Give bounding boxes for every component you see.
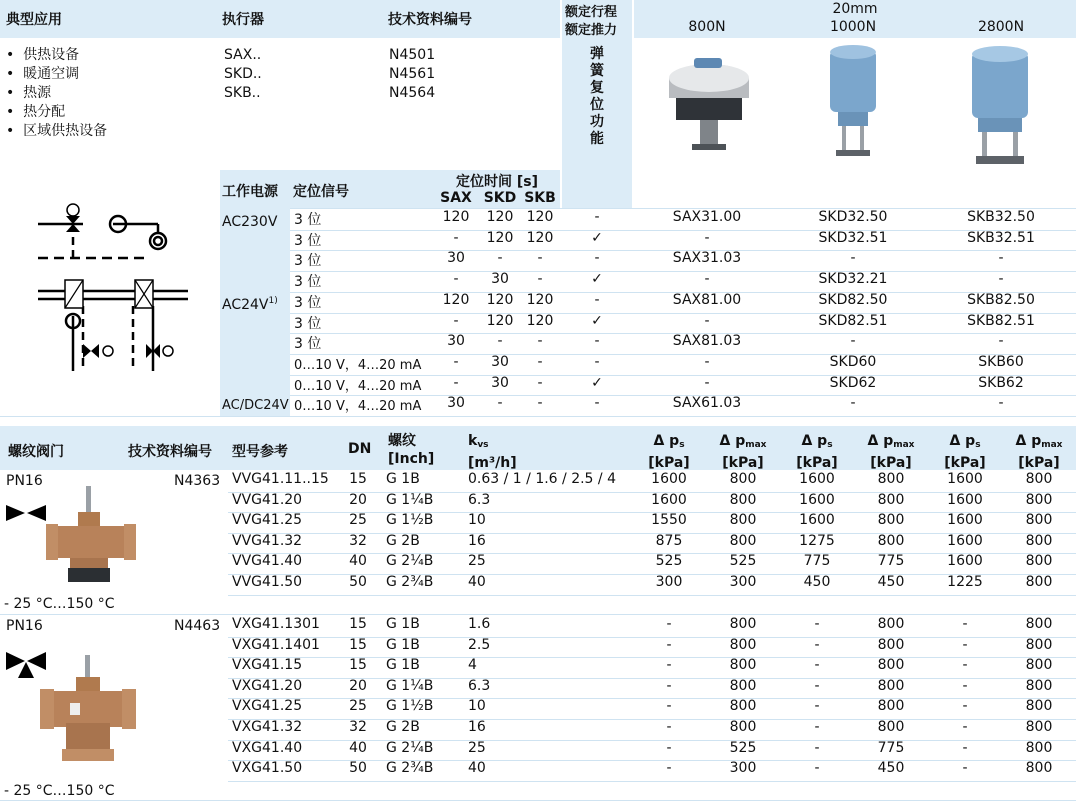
table-cell-pressure: 300 <box>729 760 757 777</box>
table-cell-model-2800: SKB82.50 <box>967 291 1035 308</box>
table-cell-dn: 15 <box>349 636 367 653</box>
table-cell-model-1000: - <box>850 250 856 267</box>
table-cell-model-800: - <box>704 271 710 288</box>
table-cell-skd-time: 120 <box>486 312 514 329</box>
table-cell-pressure: 1225 <box>947 574 983 590</box>
dp-column-header: Δ $p_s$ [kPa] <box>944 433 986 471</box>
table-cell-sax-time: 30 <box>447 395 465 412</box>
power-group-ac230: AC230V <box>222 214 278 230</box>
table-cell-kvs: 2.5 <box>468 636 491 653</box>
table-cell-pressure: 800 <box>729 491 757 508</box>
two-way-valve-image <box>46 486 136 586</box>
model-header: 型号参考 <box>232 444 288 460</box>
table-cell-model-2800: SKB62 <box>978 374 1024 391</box>
table-cell-sax-time: - <box>453 374 459 391</box>
table-cell-signal: 0…10 V，4…20 mA <box>294 357 422 373</box>
table-cell-model-2800: SKB82.51 <box>967 312 1035 329</box>
table-cell-pressure: 775 <box>877 739 905 756</box>
table-cell-pressure: 450 <box>877 760 905 777</box>
table-cell-pressure: 1600 <box>947 553 983 570</box>
list-item: • 供热设备 <box>6 47 80 63</box>
application-list <box>6 46 107 141</box>
table-cell-kvs: 1.6 <box>468 616 491 632</box>
table-cell-pressure: 800 <box>1025 512 1053 529</box>
table-cell-sax-time: - <box>453 229 459 246</box>
table-cell-pressure: 800 <box>877 491 905 508</box>
table-cell-spring-return: - <box>594 209 600 225</box>
col-actuator-header: 执行器 <box>222 12 264 28</box>
table-row-divider <box>290 208 1076 209</box>
table-cell-pressure: 875 <box>655 532 683 549</box>
table-cell-pressure: 1550 <box>651 512 687 529</box>
table-cell-pressure: 1600 <box>651 471 687 487</box>
table-cell-model-800: - <box>704 374 710 391</box>
table-cell-pressure: 1600 <box>947 532 983 549</box>
table-cell-model-800: - <box>704 312 710 329</box>
table-cell-model: VVG41.32 <box>232 532 303 549</box>
table-cell-model-1000: SKD32.21 <box>818 271 888 288</box>
table-cell-sax-time: - <box>453 271 459 288</box>
table-cell-pressure: 300 <box>655 574 683 590</box>
table-cell-pressure: 525 <box>729 553 757 570</box>
table-cell-sax-time: 30 <box>447 250 465 267</box>
table-cell-model: VXG41.32 <box>232 719 303 735</box>
list-item: • 热源 <box>6 85 52 101</box>
table-cell-signal: 3 位 <box>294 315 322 332</box>
table-cell-pressure: 800 <box>877 677 905 694</box>
thread-header: 螺纹 [Inch] <box>388 433 435 467</box>
table-cell-sax-time: - <box>453 353 459 370</box>
table-cell-pressure: 800 <box>729 677 757 694</box>
table-cell-pressure: - <box>962 677 968 694</box>
table-cell-pressure: - <box>666 616 672 632</box>
two-way-valve-symbol <box>6 503 46 523</box>
table-row-divider <box>228 595 1076 596</box>
table-cell-dn: 15 <box>349 471 367 487</box>
table-cell-model: VVG41.25 <box>232 512 303 529</box>
rated-force-label: 额定推力 <box>565 23 618 38</box>
table-cell-model-800: SAX81.00 <box>672 291 742 308</box>
table-cell-model-2800: SKB60 <box>978 353 1024 370</box>
table-cell-pressure: 800 <box>729 512 757 529</box>
table-cell-kvs: 25 <box>468 553 486 570</box>
table-cell-pressure: 800 <box>729 616 757 632</box>
table-cell-pressure: 800 <box>729 719 757 735</box>
valve-group-1-pn: PN16 <box>6 473 43 489</box>
table-cell-dn: 15 <box>349 616 367 632</box>
table-cell-thread: G 1B <box>386 657 420 674</box>
actuator-list: SAX.. SKD.. SKB.. <box>224 47 262 101</box>
valve-group-1-temp: - 25 °C…150 °C <box>4 596 115 612</box>
table-cell-pressure: 800 <box>1025 739 1053 756</box>
table-cell-pressure: 525 <box>729 739 757 756</box>
table-cell-pressure: - <box>962 739 968 756</box>
table-cell-spring-return: ✓ <box>591 374 603 391</box>
table-cell-pressure: - <box>814 657 820 674</box>
table-cell-dn: 20 <box>349 491 367 508</box>
signal-header: 定位信号 <box>293 184 349 200</box>
table-cell-model: VVG41.50 <box>232 574 303 590</box>
table-cell-skb-time: - <box>537 353 543 370</box>
skd-time-header: SKD <box>483 190 517 206</box>
table-cell-model-1000: SKD82.51 <box>818 312 888 329</box>
table-cell-pressure: - <box>666 698 672 715</box>
table-cell-pressure: - <box>814 677 820 694</box>
top-header-band <box>0 0 560 38</box>
col-application-header: 典型应用 <box>6 12 62 28</box>
table-cell-model-1000: SKD82.50 <box>818 291 888 308</box>
table-cell-model: VXG41.1301 <box>232 616 320 632</box>
table-cell-thread: G 2¼B <box>386 553 434 570</box>
table-cell-skd-time: - <box>497 250 503 267</box>
table-cell-pressure: 800 <box>1025 719 1053 735</box>
table-row-divider <box>228 781 1076 782</box>
table-cell-signal: 3 位 <box>294 336 322 353</box>
table-cell-skd-time: 120 <box>486 209 514 225</box>
table-cell-model-2800: SKB32.51 <box>967 229 1035 246</box>
table-cell-pressure: 800 <box>877 532 905 549</box>
table-cell-thread: G 1B <box>386 636 420 653</box>
table-cell-pressure: 1600 <box>799 512 835 529</box>
table-cell-kvs: 40 <box>468 574 486 590</box>
table-cell-model: VXG41.40 <box>232 739 303 756</box>
table-cell-dn: 50 <box>349 574 367 590</box>
skb-actuator-image <box>960 38 1040 168</box>
table-cell-dn: 15 <box>349 657 367 674</box>
table-cell-dn: 32 <box>349 719 367 735</box>
dp-column-header: Δ $p_{max}$ [kPa] <box>719 433 767 471</box>
table-cell-signal: 3 位 <box>294 294 322 311</box>
table-cell-pressure: - <box>814 698 820 715</box>
table-section-divider <box>0 416 1076 417</box>
table-cell-thread: G 1B <box>386 471 420 487</box>
table-cell-model-2800: - <box>998 395 1004 412</box>
table-cell-spring-return: - <box>594 353 600 370</box>
table-cell-pressure: 800 <box>877 636 905 653</box>
table-cell-pressure: 1600 <box>799 471 835 487</box>
table-cell-pressure: - <box>814 760 820 777</box>
table-cell-pressure: 800 <box>877 719 905 735</box>
force-800: 800N <box>688 19 726 35</box>
table-cell-spring-return: ✓ <box>591 229 603 246</box>
table-cell-pressure: 1600 <box>799 491 835 508</box>
table-cell-pressure: 800 <box>1025 532 1053 549</box>
table-cell-dn: 20 <box>349 677 367 694</box>
table-cell-pressure: 1600 <box>651 491 687 508</box>
positioning-time-header: 定位时间 [s] <box>455 174 538 190</box>
table-cell-model-2800: - <box>998 250 1004 267</box>
table-cell-kvs: 40 <box>468 760 486 777</box>
table-cell-model: VVG41.20 <box>232 491 303 508</box>
table-cell-kvs: 4 <box>468 657 477 674</box>
table-cell-skb-time: - <box>537 271 543 288</box>
table-cell-pressure: - <box>962 657 968 674</box>
power-header: 工作电源 <box>222 184 278 200</box>
col-datasheet-header: 技术资料编号 <box>388 12 472 28</box>
table-cell-pressure: - <box>814 636 820 653</box>
table-cell-pressure: 800 <box>877 657 905 674</box>
table-cell-model-2800: - <box>998 333 1004 350</box>
table-cell-thread: G 2¾B <box>386 574 434 590</box>
table-cell-pressure: 800 <box>877 698 905 715</box>
table-section-divider <box>0 614 1076 615</box>
table-cell-pressure: 800 <box>877 616 905 632</box>
table-cell-pressure: 1600 <box>947 512 983 529</box>
table-cell-skb-time: - <box>537 333 543 350</box>
valve-col-header: 螺纹阀门 <box>8 444 64 460</box>
table-cell-skd-time: - <box>497 395 503 412</box>
table-cell-sax-time: 120 <box>442 209 470 225</box>
table-cell-model-1000: SKD60 <box>829 353 877 370</box>
table-cell-dn: 40 <box>349 739 367 756</box>
table-cell-spring-return: - <box>594 250 600 267</box>
table-cell-dn: 50 <box>349 760 367 777</box>
table-cell-spring-return: - <box>594 395 600 412</box>
table-cell-pressure: 800 <box>877 512 905 529</box>
table-cell-pressure: 525 <box>655 553 683 570</box>
dp-column-header: Δ $p_s$ [kPa] <box>648 433 690 471</box>
table-cell-thread: G 1B <box>386 616 420 632</box>
table-cell-model-1000: SKD32.50 <box>818 209 888 225</box>
table-cell-skd-time: 30 <box>491 374 509 391</box>
table-cell-skb-time: 120 <box>526 209 554 225</box>
table-cell-dn: 40 <box>349 553 367 570</box>
rated-stroke-label: 额定行程 <box>565 5 618 20</box>
table-cell-spring-return: ✓ <box>591 312 603 329</box>
skd-actuator-image <box>818 42 888 162</box>
table-cell-pressure: 450 <box>877 574 905 590</box>
table-cell-pressure: 800 <box>877 471 905 487</box>
table-cell-pressure: 800 <box>729 657 757 674</box>
table-cell-kvs: 0.63 / 1 / 1.6 / 2.5 / 4 <box>468 471 616 487</box>
table-cell-kvs: 6.3 <box>468 491 491 508</box>
table-cell-model: VXG41.1401 <box>232 636 320 653</box>
table-cell-model: VXG41.25 <box>232 698 303 715</box>
valve-datasheet-header: 技术资料编号 <box>128 444 212 460</box>
table-cell-pressure: - <box>666 760 672 777</box>
three-way-valve-image <box>40 655 140 765</box>
table-cell-thread: G 2¼B <box>386 739 434 756</box>
table-cell-pressure: 300 <box>729 574 757 590</box>
table-cell-thread: G 2B <box>386 532 420 549</box>
table-cell-sax-time: 30 <box>447 333 465 350</box>
force-2800: 2800N <box>977 19 1025 35</box>
table-cell-skd-time: - <box>497 333 503 350</box>
valve-group-1-datasheet: N4363 <box>174 473 221 489</box>
table-cell-thread: G 2B <box>386 719 420 735</box>
table-cell-model-800: SAX61.03 <box>672 395 742 412</box>
dp-column-header: Δ $p_{max}$ [kPa] <box>867 433 915 471</box>
table-cell-signal: 0…10 V，4…20 mA <box>294 378 422 394</box>
datasheet-list: N4501 N4561 N4564 <box>389 47 436 101</box>
table-cell-pressure: - <box>666 677 672 694</box>
table-cell-pressure: 800 <box>1025 491 1053 508</box>
table-cell-skd-time: 120 <box>486 229 514 246</box>
table-cell-skd-time: 120 <box>486 291 514 308</box>
table-cell-model: VXG41.15 <box>232 657 303 674</box>
table-cell-pressure: 775 <box>803 553 831 570</box>
valve-group-2-temp: - 25 °C…150 °C <box>4 783 115 799</box>
table-cell-thread: G 1¼B <box>386 677 434 694</box>
table-cell-kvs: 10 <box>468 512 486 529</box>
table-cell-pressure: 800 <box>1025 657 1053 674</box>
table-cell-thread: G 1¼B <box>386 491 434 508</box>
table-cell-model-800: - <box>704 353 710 370</box>
table-cell-pressure: - <box>666 636 672 653</box>
skb-time-header: SKB <box>524 190 556 206</box>
table-cell-pressure: 450 <box>803 574 831 590</box>
table-cell-spring-return: - <box>594 291 600 308</box>
table-cell-pressure: 1600 <box>947 471 983 487</box>
table-cell-thread: G 1½B <box>386 512 434 529</box>
table-cell-model: VVG41.11..15 <box>232 471 329 487</box>
dn-header: DN <box>348 441 372 457</box>
table-cell-signal: 3 位 <box>294 253 322 270</box>
power-group-ac24: $AC24V^{1)}$ <box>222 296 278 313</box>
kvs-header: $k_{vs}$ [m³/h] <box>468 433 517 471</box>
table-cell-dn: 32 <box>349 532 367 549</box>
stroke-value: 20mm <box>832 1 878 17</box>
table-cell-kvs: 10 <box>468 698 486 715</box>
table-cell-skb-time: - <box>537 374 543 391</box>
table-cell-pressure: - <box>962 616 968 632</box>
table-cell-pressure: 800 <box>729 532 757 549</box>
table-section-divider <box>0 800 1076 801</box>
table-cell-pressure: 800 <box>1025 677 1053 694</box>
table-cell-pressure: - <box>666 719 672 735</box>
table-cell-signal: 0…10 V，4…20 mA <box>294 399 422 415</box>
table-cell-sax-time: 120 <box>442 291 470 308</box>
table-cell-thread: G 2¾B <box>386 760 434 777</box>
dp-column-header: Δ $p_s$ [kPa] <box>796 433 838 471</box>
table-cell-model-1000: SKD32.51 <box>818 229 888 246</box>
table-cell-pressure: - <box>962 719 968 735</box>
list-item: • 热分配 <box>6 104 66 120</box>
table-cell-model-800: SAX81.03 <box>672 333 742 350</box>
table-cell-pressure: 800 <box>1025 616 1053 632</box>
table-cell-pressure: 800 <box>1025 574 1053 590</box>
table-cell-kvs: 16 <box>468 532 486 549</box>
table-cell-pressure: 800 <box>1025 698 1053 715</box>
table-cell-model: VXG41.20 <box>232 677 303 694</box>
table-cell-pressure: - <box>814 719 820 735</box>
table-cell-pressure: 800 <box>729 636 757 653</box>
table-cell-model-2800: SKB32.50 <box>967 209 1035 225</box>
list-item: • 暖通空调 <box>6 66 80 82</box>
table-cell-pressure: - <box>814 739 820 756</box>
power-group-acdc24: AC/DC24V <box>222 398 289 413</box>
table-cell-skd-time: 30 <box>491 353 509 370</box>
sax-time-header: SAX <box>440 190 472 206</box>
table-cell-dn: 25 <box>349 512 367 529</box>
table-cell-kvs: 25 <box>468 739 486 756</box>
hydraulic-schematic <box>28 196 208 386</box>
table-cell-kvs: 16 <box>468 719 486 735</box>
dp-column-header: Δ $p_{max}$ [kPa] <box>1015 433 1063 471</box>
table-cell-pressure: 800 <box>1025 553 1053 570</box>
table-cell-model: VVG41.40 <box>232 553 303 570</box>
table-cell-skb-time: - <box>537 250 543 267</box>
table-cell-signal: 3 位 <box>294 212 322 228</box>
table-cell-pressure: 800 <box>1025 471 1053 487</box>
table-cell-spring-return: - <box>594 333 600 350</box>
table-cell-sax-time: - <box>453 312 459 329</box>
table-cell-spring-return: ✓ <box>591 271 603 288</box>
table-cell-pressure: 775 <box>877 553 905 570</box>
table-cell-skb-time: 120 <box>526 229 554 246</box>
table-cell-model-1000: - <box>850 333 856 350</box>
table-cell-model-1000: SKD62 <box>829 374 877 391</box>
table-cell-model-800: SAX31.03 <box>672 250 742 267</box>
table-cell-pressure: 1600 <box>947 491 983 508</box>
table-cell-pressure: 800 <box>729 698 757 715</box>
table-cell-model-800: - <box>704 229 710 246</box>
table-cell-skb-time: 120 <box>526 291 554 308</box>
force-1000: 1000N <box>829 19 877 35</box>
table-cell-signal: 3 位 <box>294 232 322 249</box>
table-cell-model-1000: - <box>850 395 856 412</box>
list-item: • 区域供热设备 <box>6 123 108 139</box>
table-cell-kvs: 6.3 <box>468 677 491 694</box>
table-cell-signal: 3 位 <box>294 274 322 291</box>
spring-return-label: 弹 簧 复 位 功 能 <box>590 46 604 147</box>
sax-actuator-image <box>664 48 754 158</box>
table-cell-pressure: 800 <box>729 471 757 487</box>
table-cell-pressure: 800 <box>1025 760 1053 777</box>
table-cell-pressure: - <box>666 657 672 674</box>
table-cell-pressure: 1275 <box>799 532 835 549</box>
valve-group-2-datasheet: N4463 <box>174 618 221 634</box>
table-cell-skb-time: - <box>537 395 543 412</box>
table-cell-model-800: SAX31.00 <box>672 209 742 225</box>
table-cell-pressure: - <box>962 636 968 653</box>
table-cell-thread: G 1½B <box>386 698 434 715</box>
table-cell-skb-time: 120 <box>526 312 554 329</box>
table-cell-dn: 25 <box>349 698 367 715</box>
table-cell-pressure: 800 <box>1025 636 1053 653</box>
table-cell-pressure: - <box>814 616 820 632</box>
table-cell-model-2800: - <box>998 271 1004 288</box>
valve-group-2-pn: PN16 <box>6 618 43 634</box>
table-cell-pressure: - <box>962 760 968 777</box>
table-cell-pressure: - <box>666 739 672 756</box>
table-cell-model: VXG41.50 <box>232 760 303 777</box>
table-cell-skd-time: 30 <box>491 271 509 288</box>
table-cell-pressure: - <box>962 698 968 715</box>
